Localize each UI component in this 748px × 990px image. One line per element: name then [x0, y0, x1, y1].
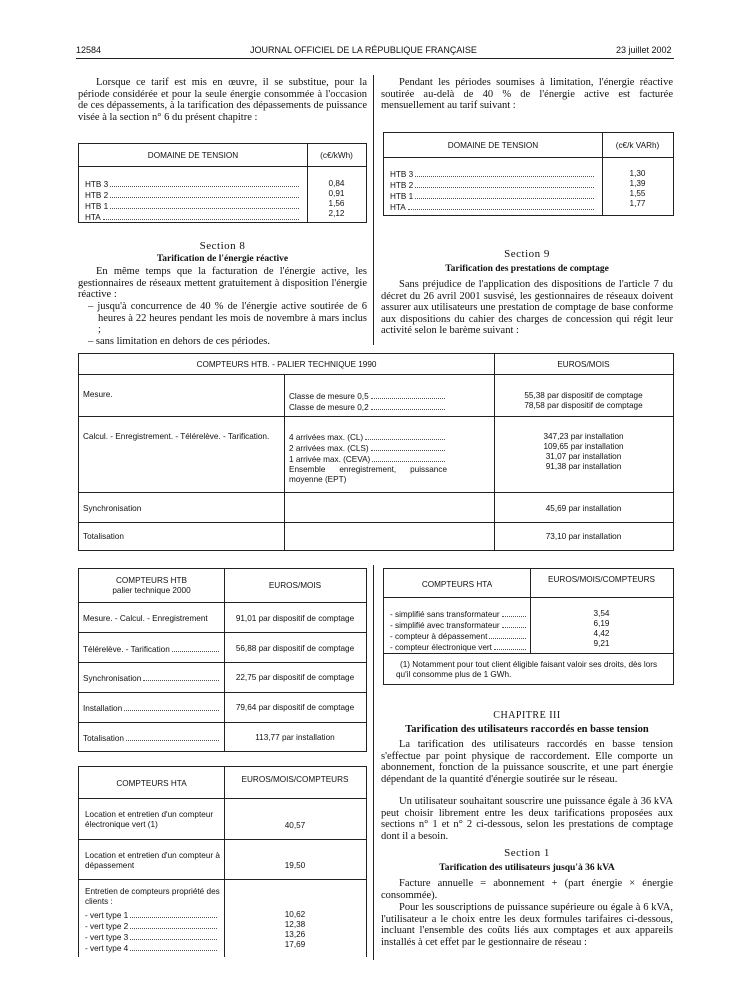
htb2000-col1-header-a: COMPTEURS HTB — [116, 576, 187, 585]
table-row: HTA — [85, 212, 301, 223]
table-row: HTB 1 — [85, 201, 301, 212]
big-table-totalisation-value: 73,10 par installation — [545, 532, 622, 541]
table1-labels — [85, 179, 301, 223]
htb2000-col1-header-b: palier technique 2000 — [112, 586, 191, 595]
htb2000-col2-header: EUROS/MOIS — [268, 581, 322, 590]
table1-col2-header: (c€/kWh) — [320, 151, 353, 160]
table2-col2-header: (c€/k VARh) — [615, 141, 660, 150]
section1-paragraph-2: Pour les souscriptions de puissance supérieure ou égale à 6 kVA, l'utilisateur a le choix entre les deux formules tarifaires ci-dessous, incluant l'ensemble des coûts liés aux comptages et aux appareils installés à cet effet par le gestionnaire de réseau : — [381, 902, 673, 948]
section9-title: Section 9 — [504, 248, 550, 260]
hta-left-group-values: 10,62 12,38 13,26 17,69 — [284, 910, 306, 949]
section8-list — [86, 301, 367, 347]
table-row: - simplifié sans transformateur — [390, 609, 528, 620]
table2-col1-header: DOMAINE DE TENSION — [447, 141, 539, 150]
table-row: Synchronisation — [83, 673, 221, 684]
chapter3-subtitle: Tarification des utilisateurs raccordés en basse tension — [405, 724, 649, 735]
table-energy-overrun — [78, 143, 367, 223]
section1-subtitle: Tarification des utilisateurs jusqu'à 36 kVA — [439, 863, 615, 873]
chapter3-paragraph-2: Un utilisateur souhaitant souscrire une puissance égale à 36 kVA peut choisir librement entre les deux tarifications proposées aux sections n° 1 et n° 2 ci-dessous, selon les prestations de comptage dont il a besoin. — [381, 796, 673, 842]
hta-left-col1-header: COMPTEURS HTA — [116, 779, 187, 788]
section9-subtitle: Tarification des prestations de comptage — [445, 264, 609, 274]
section8-subtitle: Tarification de l'énergie réactive — [156, 254, 289, 264]
table-hta-left — [78, 766, 367, 957]
big-table-row-totalisation: Totalisation — [83, 532, 124, 541]
hta-left-group-labels — [85, 910, 219, 954]
table2-values: 1,30 1,39 1,55 1,77 — [629, 169, 646, 208]
table-row: HTB 3 — [85, 179, 301, 190]
table-row: - vert type 3 — [85, 932, 219, 943]
table-row: HTB 1 — [390, 191, 596, 202]
hta-right-labels — [390, 609, 528, 653]
table2-labels — [390, 169, 596, 213]
table-row: HTA — [390, 202, 596, 213]
hta-right-footnote: (1) Notamment pour tout client éligible faisant valoir ses droits, dès lors qu'il consomme plus de 1 GWh. — [396, 660, 658, 679]
big-table-row-synchronisation: Synchronisation — [83, 504, 142, 513]
big-table-col1-header: COMPTEURS HTB. - PALIER TECHNIQUE 1990 — [196, 360, 377, 369]
big-table-col2-header: EUROS/MOIS — [557, 360, 610, 369]
big-table-mesure-subs: Classe de mesure 0,5 Classe de mesure 0,2 — [289, 391, 447, 413]
section1-title: Section 1 — [504, 847, 550, 859]
table-row: - simplifié avec transformateur — [390, 620, 528, 631]
chapter3-title: CHAPITRE III — [493, 710, 561, 721]
section8-paragraph: En même temps que la facturation de l'énergie active, les gestionnaires de réseaux mettent gratuitement à disposition l'énergie réactive : — [78, 266, 367, 300]
column-divider-bottom — [373, 565, 374, 960]
hta-right-col2-header: EUROS/MOIS/COMPTEURS — [548, 575, 655, 584]
hta-left-col2-header: EUROS/MOIS/COMPTEURS — [241, 775, 349, 784]
big-table-row-calcul: Calcul. - Enregistrement. - Télérelève. - Tarification. — [83, 432, 270, 441]
table-row: Location et entretien d'un compteur à dépassement — [85, 851, 220, 870]
list-item: – jusqu'à concurrence de 40 % de l'énergie active soutirée de 6 heures à 22 heures pendant les mois de novembre à mars inclus ; — [88, 301, 367, 335]
section1-paragraph-1: Facture annuelle = abonnement + (part énergie × énergie consommée). — [381, 878, 673, 901]
hta-left-value: 40,57 — [284, 821, 306, 830]
htb2000-value: 22,75 par dispositif de comptage — [235, 673, 355, 682]
table-row: - compteur électronique vert — [390, 642, 528, 653]
htb2000-value: 113,77 par installation — [255, 733, 335, 742]
issue-date: 23 juillet 2002 — [616, 45, 672, 55]
htb2000-value: 56,88 par dispositif de comptage — [235, 644, 355, 653]
table-htb-2000 — [78, 568, 367, 752]
big-table-mesure-values: 55,38 par dispositif de comptage 78,58 par dispositif de comptage — [524, 391, 643, 410]
big-table-calcul-values: 347,23 par installation 109,65 par installation 31,07 par installation 91,38 par installation — [543, 432, 624, 471]
journal-title: JOURNAL OFFICIEL DE LA RÉPUBLIQUE FRANÇAISE — [250, 45, 477, 55]
hta-left-value: 19,50 — [284, 861, 306, 870]
hta-right-col1-header: COMPTEURS HTA — [421, 580, 493, 589]
table1-col1-header: DOMAINE DE TENSION — [147, 151, 239, 160]
table-reactive-energy — [383, 132, 674, 216]
list-item: – sans limitation en dehors de ces périodes. — [88, 335, 270, 347]
htb2000-value: 91,01 par dispositif de comptage — [235, 614, 355, 623]
section9-paragraph: Sans préjudice de l'application des dispositions de l'article 7 du décret du 26 avril 2001 susvisé, les gestionnaires de réseaux doivent assurer aux utilisateurs une prestation de comptage de base conforme aux dispositions du cahier des charges de concession qui régit leur activité selon le barème suivant : — [381, 279, 673, 336]
table-row: - vert type 2 — [85, 921, 219, 932]
table-row: HTB 3 — [390, 169, 596, 180]
table-row: - vert type 4 — [85, 943, 219, 954]
htb2000-value: 79,64 par dispositif de comptage — [235, 703, 355, 712]
table-row: HTB 2 — [85, 190, 301, 201]
chapter3-paragraph-1: La tarification des utilisateurs raccordés en basse tension s'effectue par point physique de raccordement. Elle comporte un abonnement, fonction de la puissance souscrite, et une part énergie dépendant de la quantité d'énergie soutirée sur le réseau. — [381, 739, 673, 785]
hta-left-group-label: Entretien de compteurs propriété des clients : — [85, 887, 220, 906]
big-table-row-mesure: Mesure. — [83, 390, 113, 399]
table-row: HTB 2 — [390, 180, 596, 191]
table-row: - compteur à dépassement — [390, 631, 528, 642]
left-intro-paragraph: Lorsque ce tarif est mis en œuvre, il se substitue, pour la période considérée et pour la seule énergie consommée à l'occasion de ces dépassements, à la tarification des dépassements de puissance visée à la section n° 6 du présent chapitre : — [78, 77, 367, 123]
table1-values: 0,84 0,91 1,56 2,12 — [328, 179, 345, 218]
hta-right-values: 3,54 6,19 4,42 9,21 — [593, 609, 610, 648]
section8-title: Section 8 — [199, 240, 246, 252]
page-number: 12584 — [76, 45, 102, 55]
column-divider-top — [373, 75, 374, 345]
table-row: Mesure. - Calcul. - Enregistrement — [83, 614, 208, 623]
big-table-synchronisation-value: 45,69 par installation — [545, 504, 622, 513]
table-row: Totalisation — [83, 733, 221, 744]
table-hta-right — [383, 568, 674, 685]
table-row: Location et entretien d'un compteur électronique vert (1) — [85, 810, 214, 829]
right-intro-paragraph: Pendant les périodes soumises à limitation, l'énergie réactive soutirée au-delà de 40 % de l'énergie active est facturée mensuellement au tarif suivant : — [381, 77, 673, 111]
big-table-calcul-subs: 4 arrivées max. (CL) 2 arrivées max. (CLS) 1 arrivée max. (CEVA) Ensemble enregistrement, puissance moyenne (EPT) — [289, 433, 447, 484]
table-row: - vert type 1 — [85, 910, 219, 921]
header-rule — [76, 58, 674, 59]
table-row: Installation — [83, 703, 221, 714]
table-row: Télérelève. - Tarification — [83, 644, 221, 655]
table-htb-1990 — [78, 353, 674, 551]
